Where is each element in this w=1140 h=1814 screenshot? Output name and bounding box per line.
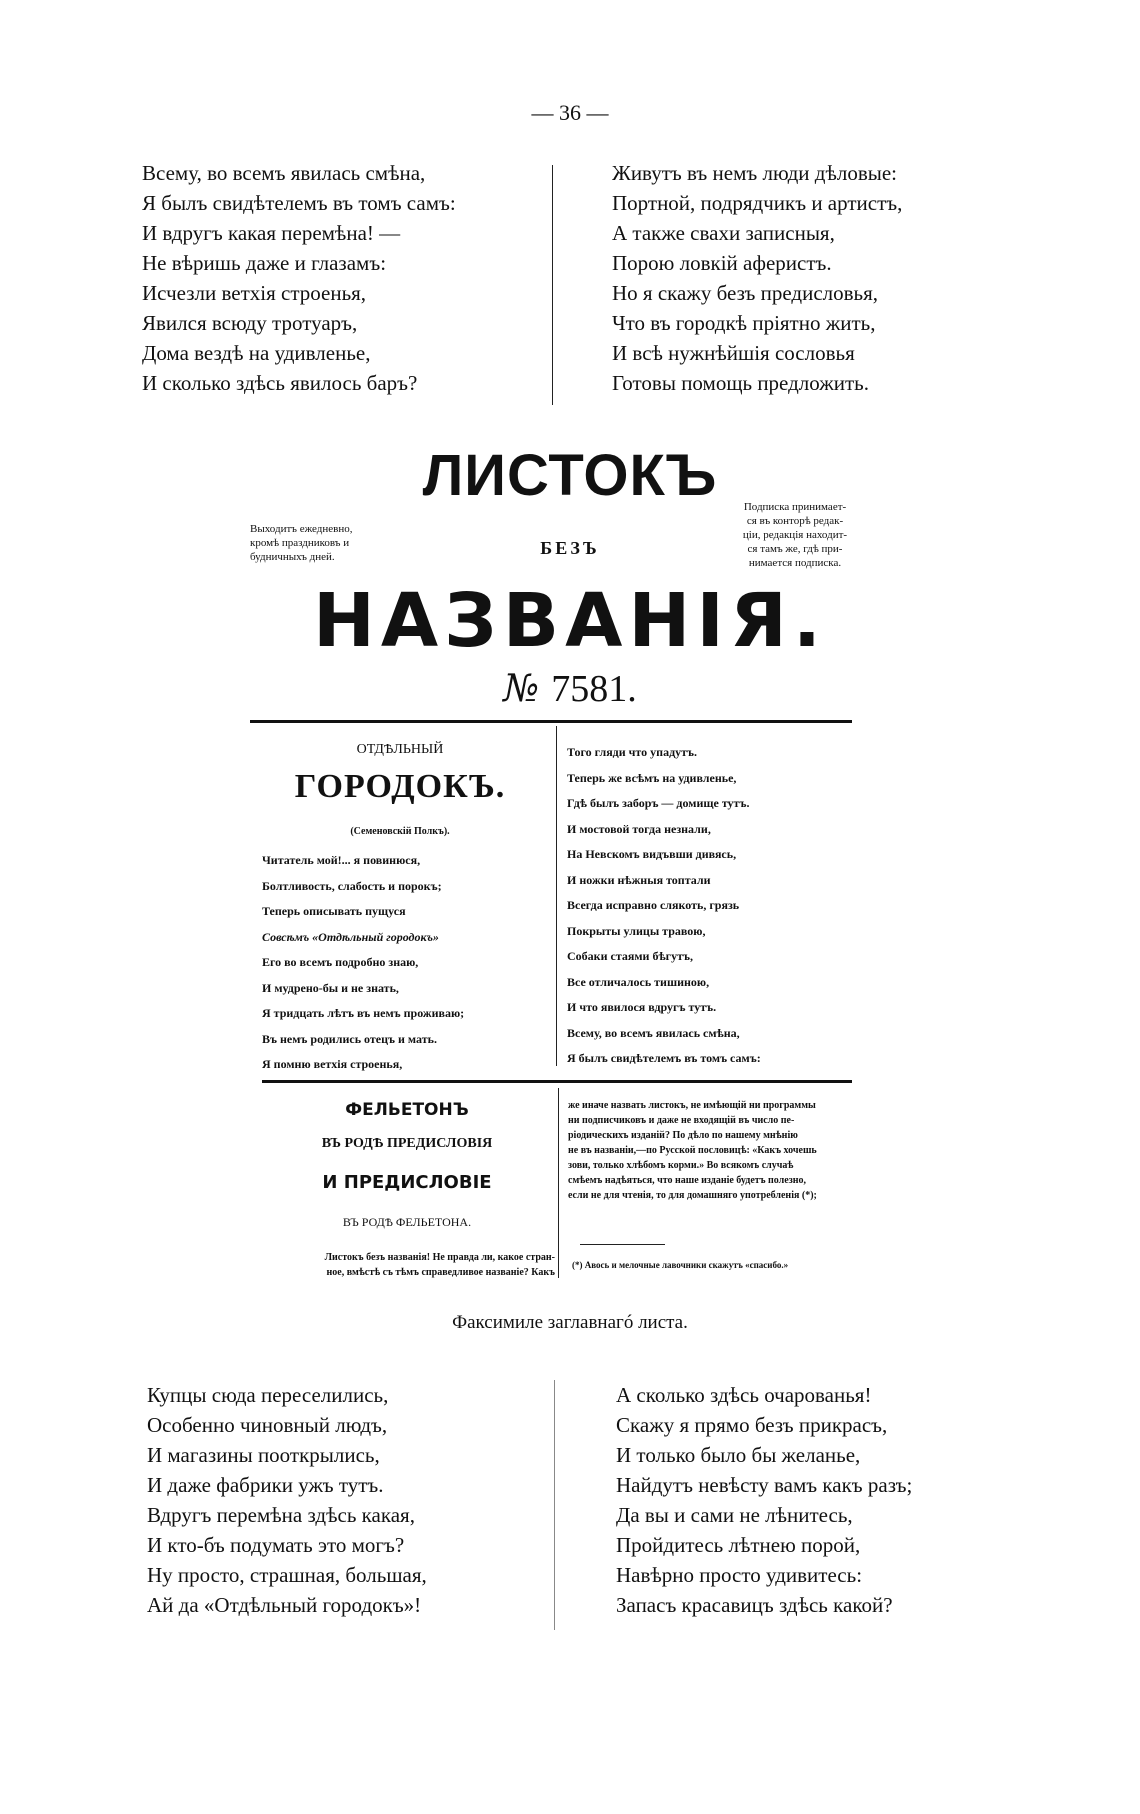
article-line: И мудрено-бы и не знать, bbox=[262, 980, 399, 995]
note-line: ціи, редакція находит- bbox=[742, 529, 848, 541]
article-heading-big: ГОРОДОКЪ. bbox=[294, 768, 506, 805]
footnote-rule bbox=[580, 1244, 665, 1245]
note-line: ся въ конторѣ редак- bbox=[746, 515, 844, 527]
feuilleton-left-text bbox=[270, 1250, 555, 1280]
facsimile-caption: Факсимиле заглавнагó листа. bbox=[452, 1312, 688, 1333]
bottom-poem-right bbox=[616, 1380, 1016, 1620]
article-line: И мостовой тогда незнали, bbox=[567, 821, 711, 836]
article-line: Читатель мой!... я повинюся, bbox=[262, 853, 421, 867]
article-line: Болтливость, слабость и порокъ; bbox=[262, 878, 442, 893]
article-line: Гдѣ былъ заборъ — домище тутъ. bbox=[567, 796, 750, 810]
article-line: Теперь описывать пущуся bbox=[262, 904, 406, 918]
issue-number: 7581. bbox=[551, 668, 637, 710]
top-poem-divider bbox=[552, 165, 553, 405]
top-poem-right bbox=[612, 158, 1012, 398]
feuilleton-line: зови, только хлѣбомъ корми.» Во всякомъ случаѣ bbox=[568, 1160, 794, 1171]
poem-line: Портной, подрядчикъ и артистъ, bbox=[612, 191, 903, 215]
masthead-title-mid: БЕЗЪ bbox=[540, 538, 600, 558]
feuilleton-line: ное, вмѣстѣ съ тѣмъ справедливое названіе? Какъ bbox=[326, 1267, 555, 1278]
note-line: ся тамъ же, гдѣ при- bbox=[747, 543, 843, 555]
poem-line: Явился всюду тротуаръ, bbox=[142, 311, 358, 335]
feuilleton-title-2: ВЪ РОДѢ ПРЕДИСЛОВІЯ bbox=[321, 1136, 493, 1151]
poem-line: Я былъ свидѣтелемъ въ томъ самъ: bbox=[142, 191, 456, 215]
feuilleton-line: Листокъ безъ названія! Не правда ли, какое стран- bbox=[324, 1252, 555, 1263]
article-line: Того гляди что упадутъ. bbox=[567, 745, 698, 759]
poem-line: Порою ловкій аферистъ. bbox=[612, 251, 832, 275]
note-line: нимается подписка. bbox=[748, 557, 842, 569]
poem-line: Ай да «Отдѣльный городокъ»! bbox=[147, 1593, 422, 1617]
article-line: Покрыты улицы травою, bbox=[567, 923, 706, 938]
poem-line: Купцы сюда переселились, bbox=[147, 1383, 389, 1407]
bottom-poem-left bbox=[147, 1380, 547, 1620]
page-number: — 36 — bbox=[531, 100, 609, 125]
masthead-rule bbox=[250, 720, 852, 723]
note-line: Подписка принимает- bbox=[743, 501, 847, 513]
article-line: Въ немъ родились отецъ и мать. bbox=[262, 1031, 437, 1046]
masthead-title-bottom: НАЗВАНІЯ. bbox=[312, 578, 827, 664]
note-line: будничныхъ дней. bbox=[250, 551, 335, 563]
feuilleton-title-4: ВЪ РОДѢ ФЕЛЬЕТОНА. bbox=[342, 1215, 472, 1229]
feuilleton-line: ни подписчиковъ и даже не входящій въ число пе- bbox=[568, 1115, 795, 1126]
article-column-divider bbox=[556, 726, 557, 1066]
poem-line: Что въ городкѣ пріятно жить, bbox=[612, 311, 876, 335]
poem-line: И даже фабрики ужъ тутъ. bbox=[147, 1473, 384, 1497]
poem-line: Навѣрно просто удивитесь: bbox=[616, 1563, 863, 1587]
poem-line: И магазины пооткрылись, bbox=[147, 1443, 380, 1467]
article-line: Я помню ветхія строенья, bbox=[262, 1057, 403, 1071]
poem-line: Пройдитесь лѣтнею порой, bbox=[616, 1533, 861, 1557]
article-left-column bbox=[262, 848, 547, 1078]
article-subheading: (Семеновскій Полкъ). bbox=[350, 826, 450, 837]
poem-line: Исчезли ветхія строенья, bbox=[142, 281, 367, 305]
article-line: Всегда исправно слякоть, грязь bbox=[567, 898, 740, 912]
poem-line: Ну просто, страшная, большая, bbox=[147, 1563, 427, 1587]
feuilleton-title-1: ФЕЛЬЕТОНЪ bbox=[345, 1100, 469, 1120]
poem-line: И только было бы желанье, bbox=[616, 1443, 861, 1467]
feuilleton-line: если не для чтенія, то для домашняго употребленія (*); bbox=[568, 1190, 817, 1201]
feuilleton-line: не въ названіи,—по Русской пословицѣ: «Какъ хочешь bbox=[568, 1145, 817, 1156]
poem-line: Да вы и сами не лѣнитесь, bbox=[616, 1503, 853, 1527]
article-heading-small: ОТДѢЛЬНЫЙ bbox=[356, 742, 444, 757]
poem-line: Дома вездѣ на удивленье, bbox=[142, 341, 371, 365]
article-line: Всему, во всемъ явилась смѣна, bbox=[567, 1025, 740, 1040]
top-poem-left bbox=[142, 158, 542, 398]
feuilleton-title-3: И ПРЕДИСЛОВІЕ bbox=[322, 1172, 492, 1193]
article-right-column bbox=[567, 740, 852, 1072]
masthead-left-note bbox=[250, 522, 400, 564]
feuilleton-line: смѣемъ надѣяться, что наше изданіе будетъ полезно, bbox=[568, 1175, 806, 1186]
issue-number-line bbox=[0, 666, 1140, 711]
feuilleton-right-text bbox=[568, 1098, 858, 1203]
poem-line: Вдругъ перемѣна здѣсь какая, bbox=[147, 1503, 415, 1527]
poem-line: А сколько здѣсь очарованья! bbox=[616, 1383, 872, 1407]
poem-line: Живутъ въ немъ люди дѣловые: bbox=[612, 161, 898, 185]
note-line: кромѣ праздниковъ и bbox=[250, 537, 350, 549]
article-line: Собаки стаями бѣгутъ, bbox=[567, 949, 693, 963]
poem-line: Но я скажу безъ предисловья, bbox=[612, 281, 879, 305]
feuilleton-line: ріодическихъ изданій? По дѣло по нашему мнѣнію bbox=[568, 1130, 798, 1141]
article-line: Его во всемъ подробно знаю, bbox=[262, 955, 419, 969]
numero-symbol: № bbox=[503, 666, 540, 710]
feuilleton-column-divider bbox=[558, 1088, 559, 1278]
poem-line: И вдругъ какая перемѣна! — bbox=[142, 221, 401, 245]
article-line: На Невскомъ видъвши дивясь, bbox=[567, 847, 737, 861]
masthead-title-top: ЛИСТОКЪ bbox=[422, 443, 718, 508]
article-line: Я былъ свидѣтелемъ въ томъ самъ: bbox=[567, 1051, 761, 1065]
poem-line: Найдутъ невѣсту вамъ какъ разъ; bbox=[616, 1473, 913, 1497]
masthead-right-note bbox=[720, 500, 870, 570]
poem-line: И кто-бъ подумать это могъ? bbox=[147, 1533, 405, 1557]
article-line: И что явилося вдругъ тутъ. bbox=[567, 1000, 717, 1014]
poem-line: Запасъ красавицъ здѣсь какой? bbox=[616, 1593, 893, 1617]
poem-line: Готовы помощь предложить. bbox=[612, 371, 869, 395]
poem-line: Не вѣришь даже и глазамъ: bbox=[142, 251, 387, 275]
poem-line: Особенно чиновный людъ, bbox=[147, 1413, 388, 1437]
poem-line: А также свахи записныя, bbox=[612, 221, 835, 245]
poem-line: Скажу я прямо безъ прикрасъ, bbox=[616, 1413, 888, 1437]
note-line: Выходитъ ежедневно, bbox=[250, 523, 353, 535]
feuilleton-line: же иначе назвать листокъ, не имѣющій ни программы bbox=[568, 1100, 816, 1111]
feuilleton-footnote: (*) Авось и мелочные лавочники скажутъ «спасибо.» bbox=[572, 1260, 789, 1270]
article-line: И ножки нѣжныя топтали bbox=[567, 872, 711, 887]
poem-line: Всему, во всемъ явилась смѣна, bbox=[142, 161, 426, 185]
bottom-poem-divider bbox=[554, 1380, 555, 1630]
poem-line: И всѣ нужнѣйшія сословья bbox=[612, 341, 855, 365]
article-line: Все отличалось тишиною, bbox=[567, 974, 710, 989]
article-line: Я тридцать лѣтъ въ немъ проживаю; bbox=[262, 1006, 465, 1020]
poem-line: И сколько здѣсь явилось баръ? bbox=[142, 371, 418, 395]
article-line: Теперь же всѣмъ на удивленье, bbox=[567, 770, 737, 785]
article-line: Совсѣмъ «Отдѣльный городокъ» bbox=[262, 929, 439, 944]
feuilleton-rule bbox=[262, 1080, 852, 1083]
